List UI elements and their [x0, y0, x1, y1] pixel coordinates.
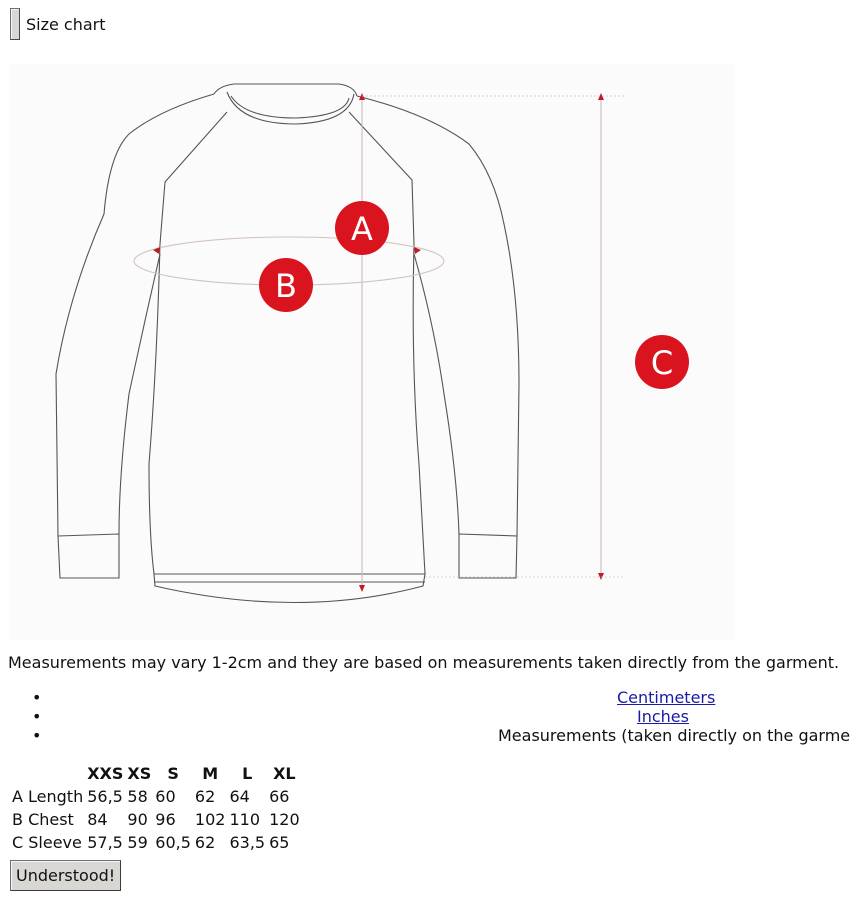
measurement-lines: [134, 93, 625, 592]
shirt-diagram: [9, 64, 735, 640]
marker-a-label: A: [351, 210, 373, 248]
bullet-icon: •: [32, 688, 42, 707]
measurement-note: Measurements may vary 1-2cm and they are based on measurements taken directly from the garment.: [8, 653, 840, 672]
marker-c: [635, 335, 689, 389]
table-cell: 59: [127, 833, 148, 852]
table-row: [11, 786, 301, 807]
table-cell: 90: [127, 810, 148, 829]
size-chart-title: Size chart: [26, 14, 106, 34]
table-cell: 60: [155, 787, 176, 806]
table-cell: 62: [194, 833, 216, 852]
garment-measurement-illustration: [9, 64, 735, 640]
table-cell: 63,5: [229, 833, 266, 852]
size-table-header-row: [11, 763, 301, 784]
table-cell: 84: [87, 810, 108, 829]
row-label: C Sleeve: [12, 833, 82, 852]
table-cell: 102: [194, 810, 226, 829]
header-cell-xs: XS: [127, 764, 152, 783]
bullet-icon: •: [32, 707, 42, 726]
table-row: [11, 832, 301, 853]
table-row: [11, 809, 301, 830]
marker-a: [335, 201, 389, 255]
shirt-outline: [56, 84, 519, 603]
table-cell: 110: [229, 810, 260, 829]
row-label: B Chest: [12, 810, 74, 829]
understood-button[interactable]: Understood!: [10, 860, 121, 891]
header-cell-m: M: [202, 764, 219, 783]
size-chart-toggle-button[interactable]: [10, 8, 20, 40]
measured-note-text: Measurements (taken directly on the garme: [498, 726, 850, 745]
header-cell-l: L: [242, 764, 253, 783]
table-cell: 58: [127, 787, 148, 806]
table-cell: 65: [269, 833, 290, 852]
header-cell-xl: XL: [273, 764, 296, 783]
size-table: [9, 761, 303, 855]
header-cell-s: S: [167, 764, 179, 783]
table-cell: 96: [155, 810, 176, 829]
header-cell-xxs: XXS: [87, 764, 124, 783]
inches-link[interactable]: Inches: [637, 707, 689, 726]
table-cell: 56,5: [87, 787, 123, 806]
list-item-measured-note: [0, 726, 850, 745]
bullet-icon: •: [32, 726, 42, 745]
unit-list: [0, 688, 850, 745]
marker-b-label: B: [275, 267, 297, 305]
table-cell: 57,5: [87, 833, 123, 852]
marker-c-label: C: [650, 344, 674, 382]
list-item-centimeters: [0, 688, 800, 707]
table-cell: 66: [269, 787, 290, 806]
size-chart-header: [10, 8, 106, 40]
marker-b: [259, 258, 313, 312]
header-cell-blank: [11, 763, 84, 784]
table-cell: 60,5: [155, 833, 191, 852]
centimeters-link[interactable]: Centimeters: [617, 688, 716, 707]
list-item-inches: [0, 707, 800, 726]
table-cell: 62: [194, 787, 216, 806]
table-cell: 120: [269, 810, 300, 829]
row-label: A Length: [12, 787, 84, 806]
table-cell: 64: [229, 787, 250, 806]
